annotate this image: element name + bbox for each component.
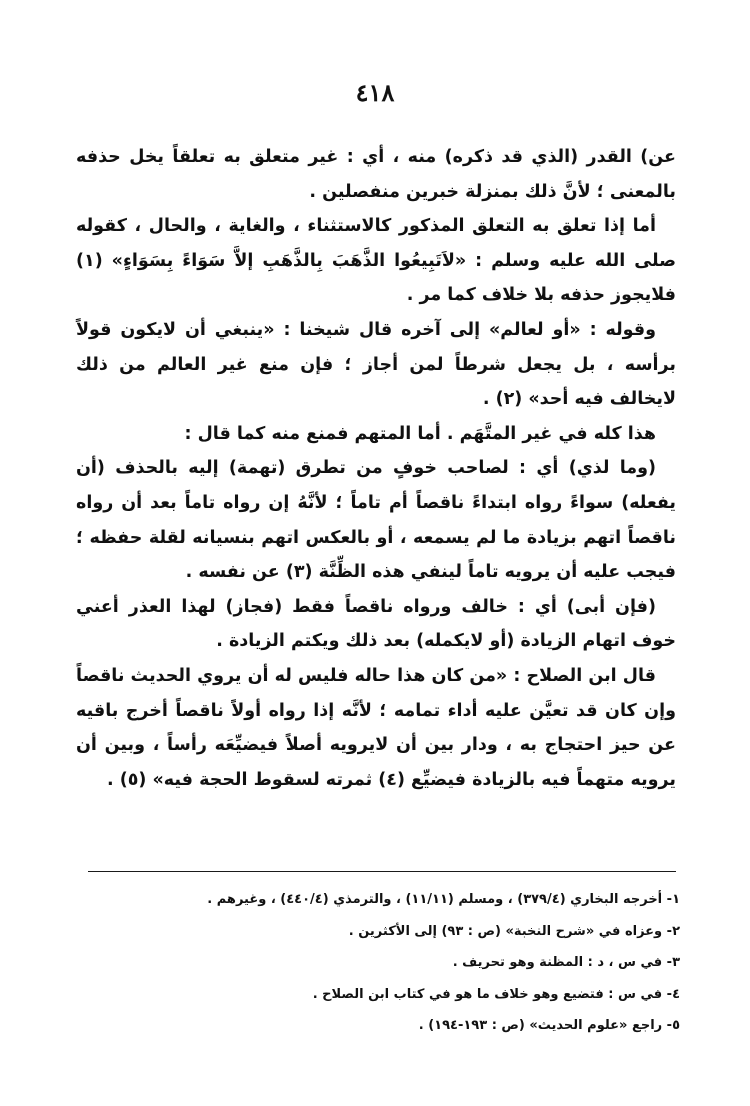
paragraph-1: عن) القدر (الذي قد ذكره) منه ، أي : غير متعلق به تعلقاً يخل حذفه بالمعنى ؛ لأنَّ ذلك بمنزلة خبرين منفصلين . bbox=[76, 147, 676, 202]
footnote-3: ٣- في س ، د : المظنة وهو تحريف . bbox=[452, 955, 680, 970]
footnote-divider bbox=[88, 871, 676, 872]
footnote-4: ٤- في س : فتضيع وهو خلاف ما هو في كتاب ابن الصلاح . bbox=[312, 986, 680, 1002]
main-text bbox=[76, 140, 676, 797]
footnotes bbox=[88, 884, 680, 1042]
page-number: ٤١٨ bbox=[355, 78, 395, 107]
paragraph-3: وقوله : «أو لعالم» إلى آخره قال شيخنا : «ينبغي أن لايكون قولاً برأسه ، بل يجعل شرطاً لمن أجاز ؛ فإن منع غير العالم من ذلك لايخالف فيه أحد» (٢) . bbox=[76, 319, 676, 410]
footnote-5: ٥- راجع «علوم الحديث» (ص : ١٩٣-١٩٤) . bbox=[418, 1018, 680, 1033]
paragraph-5: (وما لذي) أي : لصاحب خوفٍ من تطرق (تهمة) إليه بالحذف (أن يفعله) سواءً رواه ابتداءً ناقصاً أم تاماً ؛ لأنَّهُ إن رواه تاماً بعد أن رواه ناقصاً اتهم بزيادة ما لم يسمعه ، أو بالعكس اتهم بنسيانه لقلة حفظه ؛ فيجب عليه أن يرويه تاماً لينفي هذه الظِّنَّة (٣) عن نفسه . bbox=[76, 458, 676, 583]
footnote-1: ١- أخرجه البخاري (٣٧٩/٤) ، ومسلم (١١/١١) ، والترمذي (٤٤٠/٤) ، وغيرهم . bbox=[207, 892, 680, 907]
paragraph-4: هذا كله في غير المتَّهَم . أما المتهم فمنع منه كما قال : bbox=[184, 423, 656, 444]
footnote-2: ٢- وعزاه في «شرح النخبة» (ص : ٩٣) إلى الأكثرين . bbox=[348, 923, 680, 939]
paragraph-2: أما إذا تعلق به التعلق المذكور كالاستثناء ، والغاية ، والحال ، كقوله صلى الله عليه وسلم : «لاَتَبِيعُوا الذَّهَبَ بِالذَّهَبِ إلاَّ سَوَاءً بِسَوَاءٍ» (١) فلايجوز حذفه بلا خلاف كما مر . bbox=[76, 216, 676, 306]
paragraph-6: (فإن أبى) أي : خالف ورواه ناقصاً فقط (فجاز) لهذا العذر أعني خوف اتهام الزيادة (أو لايكمله) بعد ذلك ويكتم الزيادة . bbox=[76, 596, 676, 652]
paragraph-7: قال ابن الصلاح : «من كان هذا حاله فليس له أن يروي الحديث ناقصاً وإن كان قد تعيَّن عليه أداء تمامه ؛ لأنَّه إذا رواه أولاً ناقصاً أخرج باقيه عن حيز احتجاج به ، ودار بين أن لايرويه أصلاً فيضيِّعَه رأساً ، وبين أن يرويه متهماً فيه بالزيادة فيضيِّع (٤) ثمرته لسقوط الحجة فيه» (٥) . bbox=[76, 665, 676, 790]
